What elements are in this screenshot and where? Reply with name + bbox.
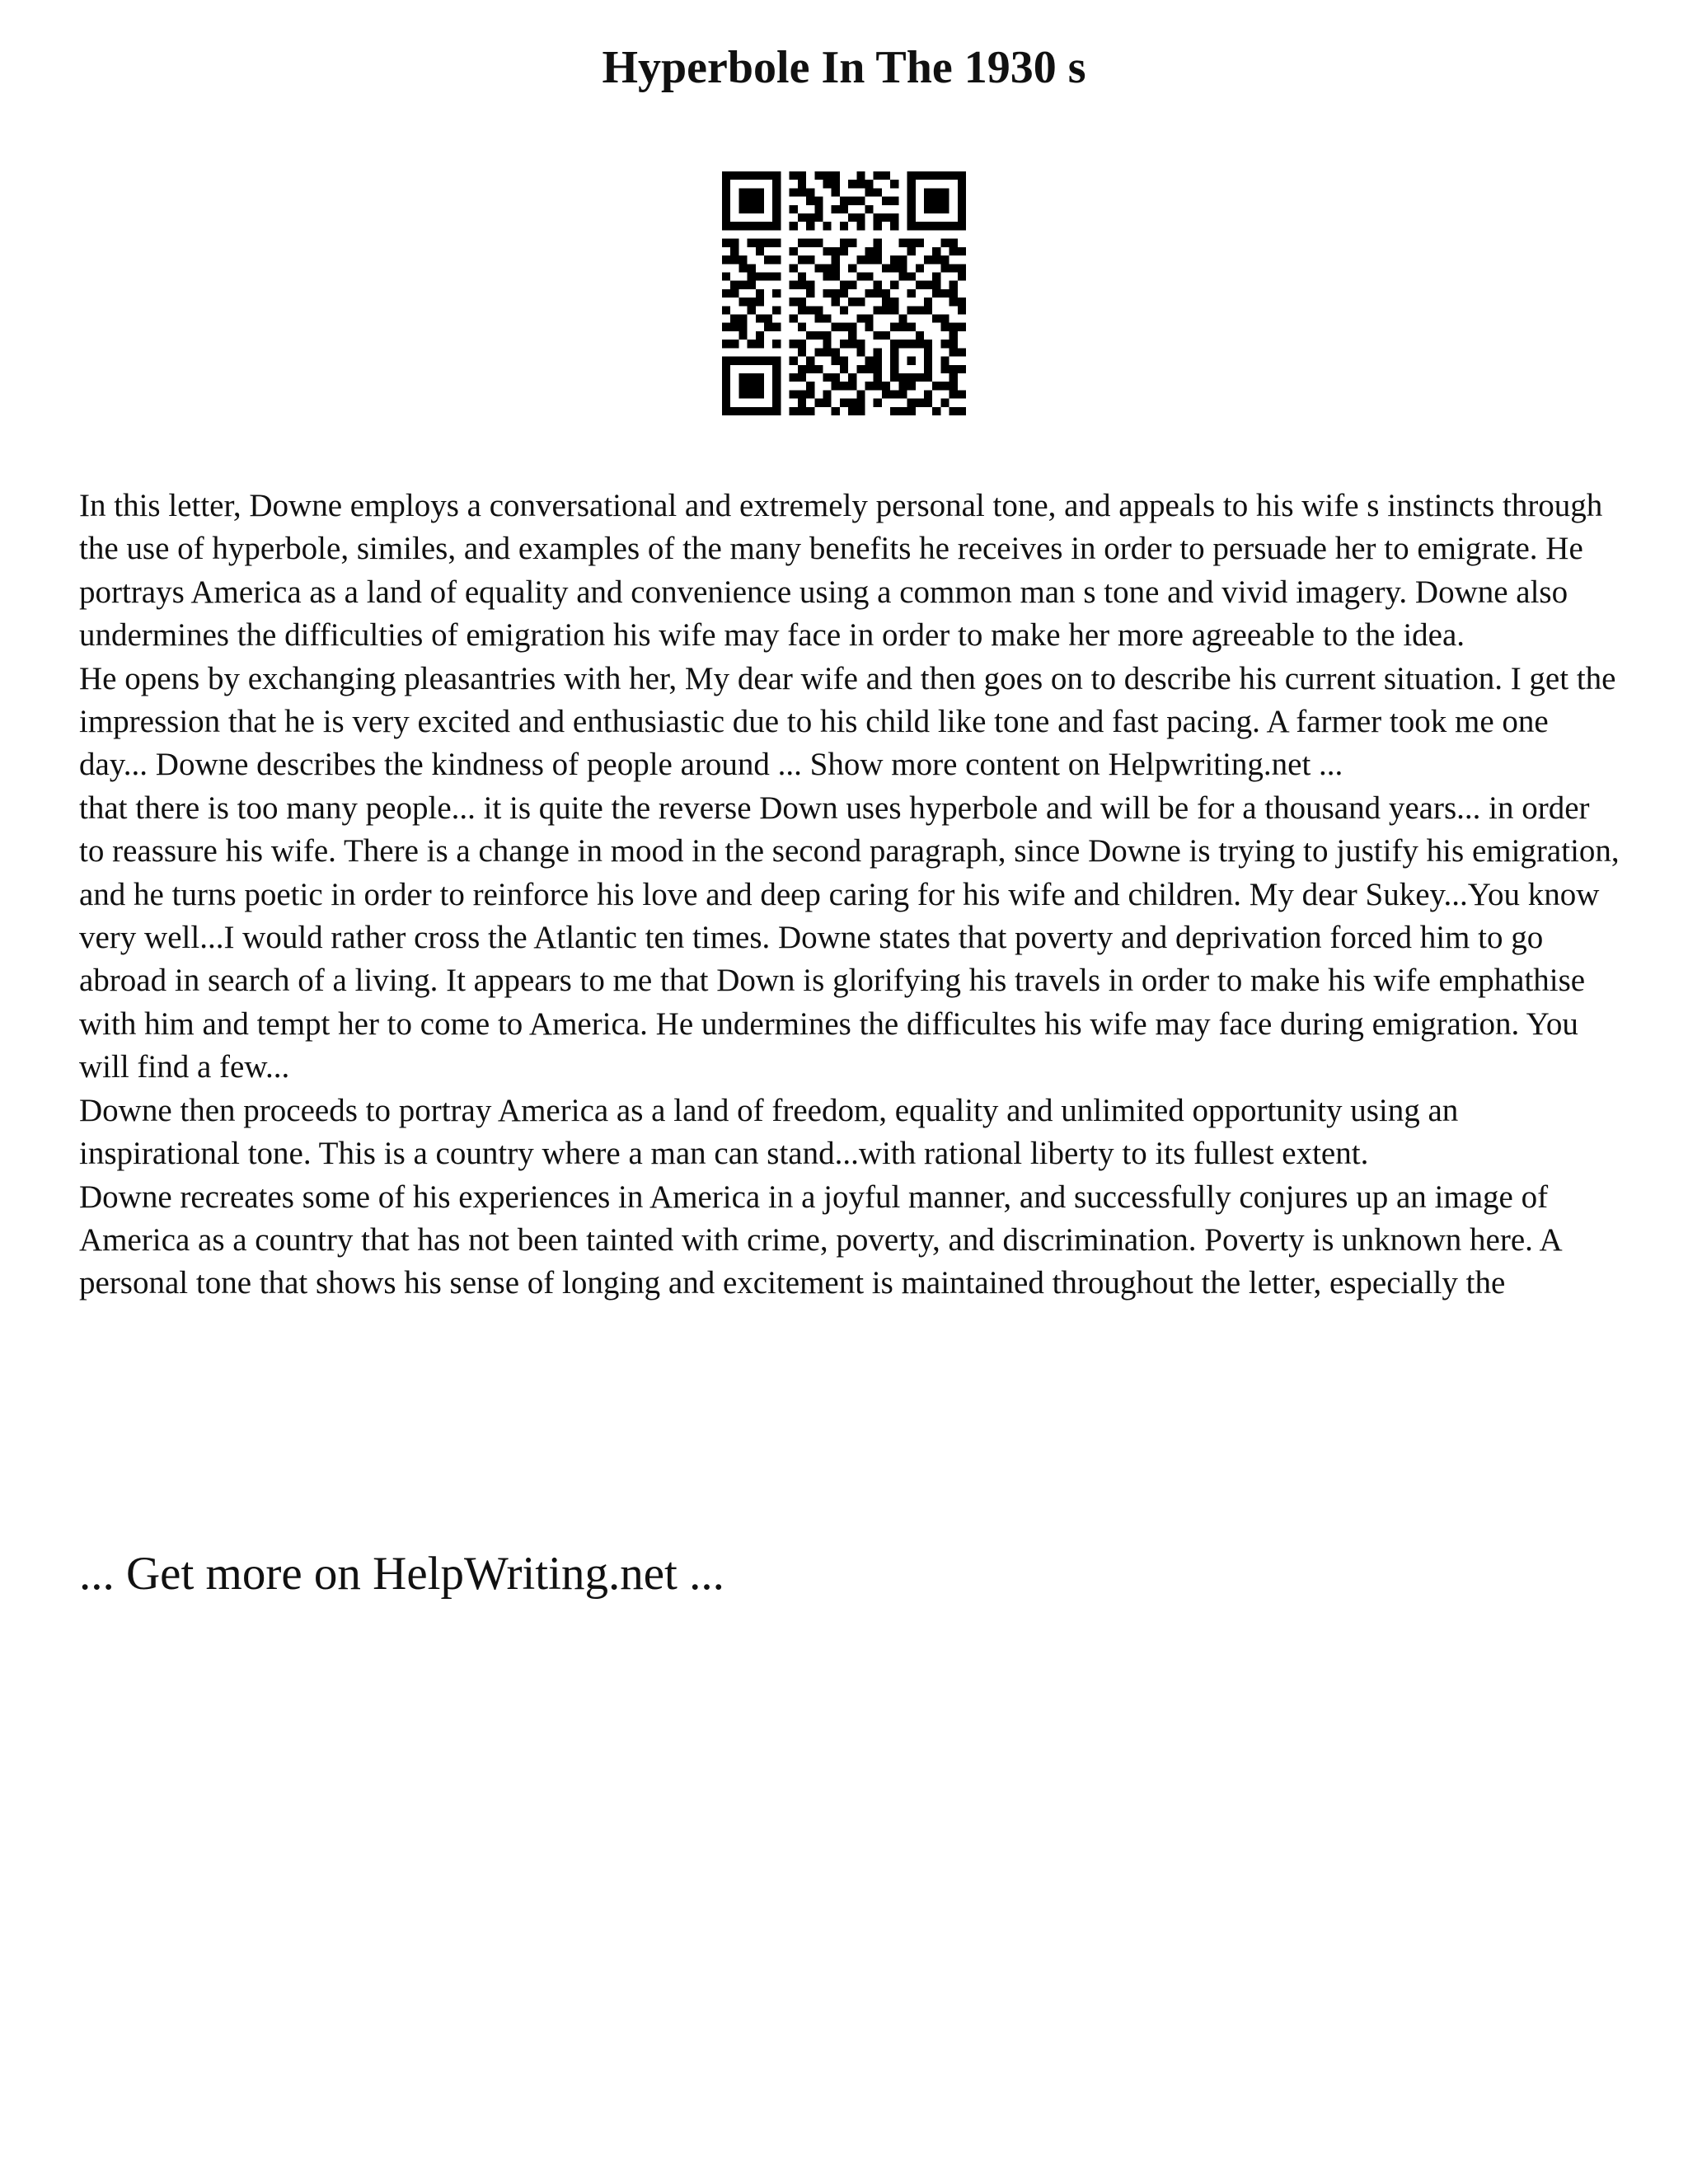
paragraph-1: In this letter, Downe employs a conversational and extremely personal tone, and appeals to his wife s instincts through the use of hyperbole, similes, and examples of the many benefits he receives in order to persuade her to emigrate. He portrays America as a land of equality and convenience using a common man s tone and vivid imagery. Downe also undermines the difficulties of emigration his wife may face in order to make her more agreeable to the idea. [79, 488, 1603, 654]
paragraph-5: Downe recreates some of his experiences in America in a joyful manner, and successfully conjures up an image of America as a country that has not been tainted with crime, poverty, and discrimination. Poverty is unknown here. A personal tone that shows his sense of longing and excitement is maintained throughout the letter, especially the [79, 1179, 1561, 1301]
paragraph-4: Downe then proceeds to portray America as a land of freedom, equality and unlimited opportunity using an inspirational tone. This is a country where a man can stand...with rational liberty to its fullest extent. [79, 1092, 1459, 1172]
paragraph-3: that there is too many people... it is quite the reverse Down uses hyperbole and will be for a thousand years... in order to reassure his wife. There is a change in mood in the second paragraph, since Downe is trying to justify his emigration, and he turns poetic in order to reinforce his love and deep caring for his wife and children. My dear Sukey...You know very well...I would rather cross the Atlantic ten times. Downe states that poverty and deprivation forced him to go abroad in search of a living. It appears to me that Down is glorifying his travels in order to make his wife emphathise with him and tempt her to come to America. He undermines the difficultes his wife may face during emigration. You will find a few... [79, 790, 1620, 1085]
paragraph-2: He opens by exchanging pleasantries with her, My dear wife and then goes on to describe his current situation. I get the impression that he is very excited and enthusiastic due to his child like tone and fast pacing. A farmer took me one day... Downe describes the kindness of people around ... Show more content on Helpwriting.net ... [79, 660, 1616, 783]
page-title: Hyperbole In The 1930 s [602, 42, 1086, 93]
get-more-link[interactable]: ... Get more on HelpWriting.net ... [79, 1548, 724, 1600]
qr-code-icon [722, 171, 966, 415]
article-body [79, 485, 1620, 1305]
